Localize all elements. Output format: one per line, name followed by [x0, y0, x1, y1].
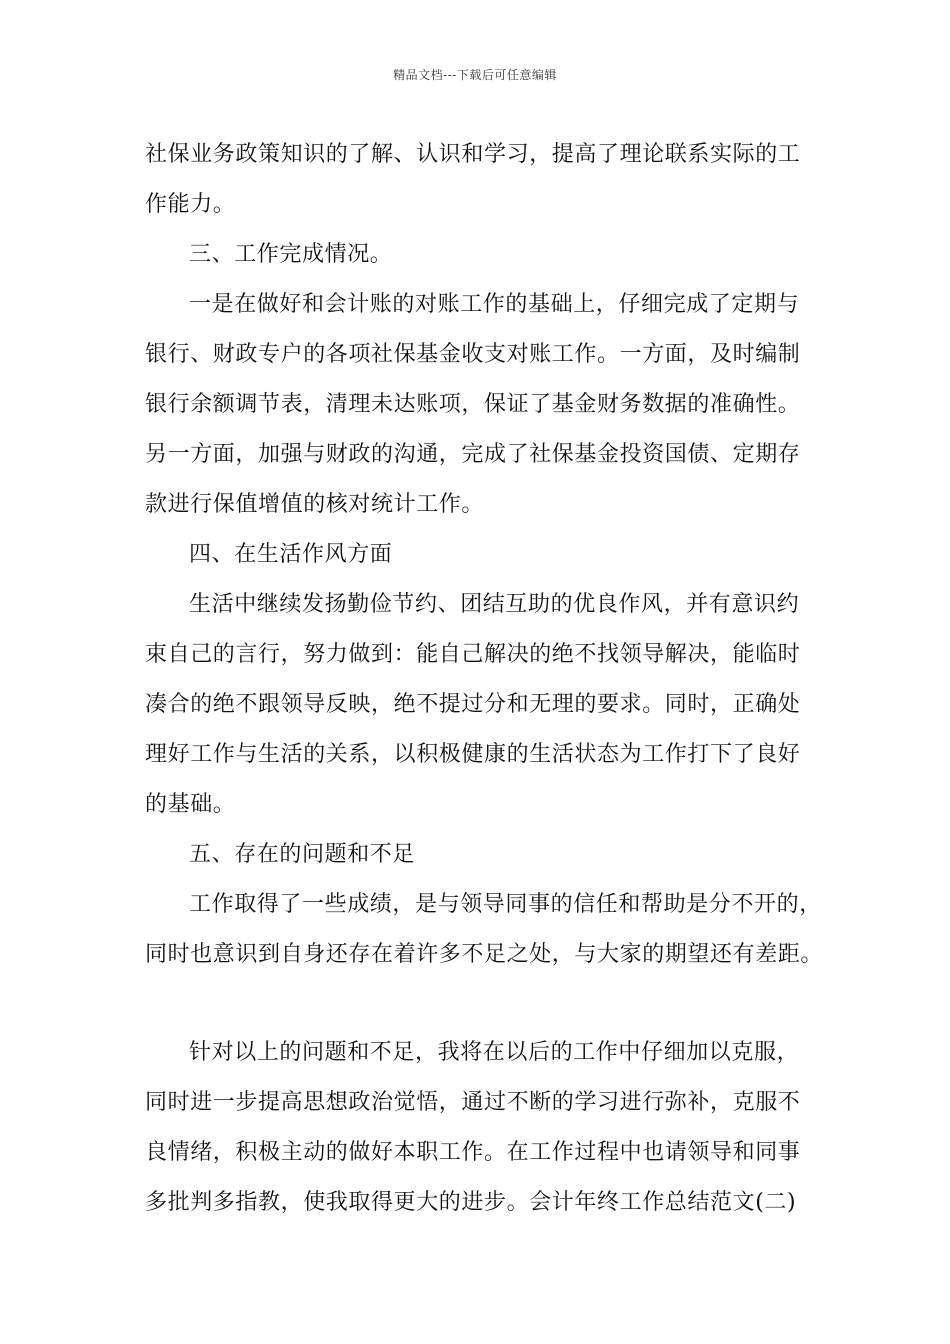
paragraph-gap	[145, 980, 835, 1028]
text-line: 款进行保值增值的核对统计工作。	[145, 492, 485, 517]
text-line: 束自己的言行，努力做到：能自己解决的绝不找领导解决，能临时	[145, 642, 801, 667]
text-line: 作能力。	[145, 192, 236, 217]
text-line: 一是在做好和会计账的对账工作的基础上，仔细完成了定期与	[189, 292, 800, 317]
text-line: 理好工作与生活的关系，以积极健康的生活状态为工作打下了良好	[145, 742, 801, 767]
text-line: 银行、财政专户的各项社保基金收支对账工作。一方面，及时编制	[145, 342, 801, 367]
text-line: 生活中继续发扬勤俭节约、团结互助的优良作风，并有意识约	[189, 592, 800, 617]
text-line: 另一方面，加强与财政的沟通，完成了社保基金投资国债、定期存	[145, 442, 801, 467]
paragraph	[145, 830, 835, 880]
text-line: 同时进一步提高思想政治觉悟，通过不断的学习进行弥补，克服不	[145, 1090, 801, 1115]
paragraph	[145, 580, 835, 830]
document-body	[145, 130, 835, 1228]
text-line: 银行余额调节表，清理未达账项，保证了基金财务数据的准确性。	[145, 392, 801, 417]
text-line: 凑合的绝不跟领导反映，绝不提过分和无理的要求。同时，正确处	[145, 692, 801, 717]
text-line: 的基础。	[145, 792, 236, 817]
page-header: 精品文档---下载后可任意编辑	[393, 68, 557, 82]
text-line: 四、在生活作风方面	[189, 542, 393, 567]
paragraph	[145, 230, 835, 280]
paragraph	[145, 130, 835, 230]
paragraph	[145, 280, 835, 530]
text-line: 工作取得了一些成绩，是与领导同事的信任和帮助是分不开的，	[189, 892, 822, 917]
text-line: 社保业务政策知识的了解、认识和学习，提高了理论联系实际的工	[145, 142, 801, 167]
paragraph	[145, 880, 835, 980]
paragraph	[145, 530, 835, 580]
text-line: 多批判多指教，使我取得更大的进步。会计年终工作总结范文(二)	[145, 1190, 797, 1215]
paragraph	[145, 1028, 835, 1228]
text-line: 三、工作完成情况。	[189, 242, 393, 267]
text-line: 五、存在的问题和不足	[189, 842, 416, 867]
text-line: 同时也意识到自身还存在着许多不足之处，与大家的期望还有差距。	[145, 942, 824, 967]
text-line: 良情绪，积极主动的做好本职工作。在工作过程中也请领导和同事	[145, 1140, 801, 1165]
text-line: 针对以上的问题和不足，我将在以后的工作中仔细加以克服，	[189, 1040, 800, 1065]
